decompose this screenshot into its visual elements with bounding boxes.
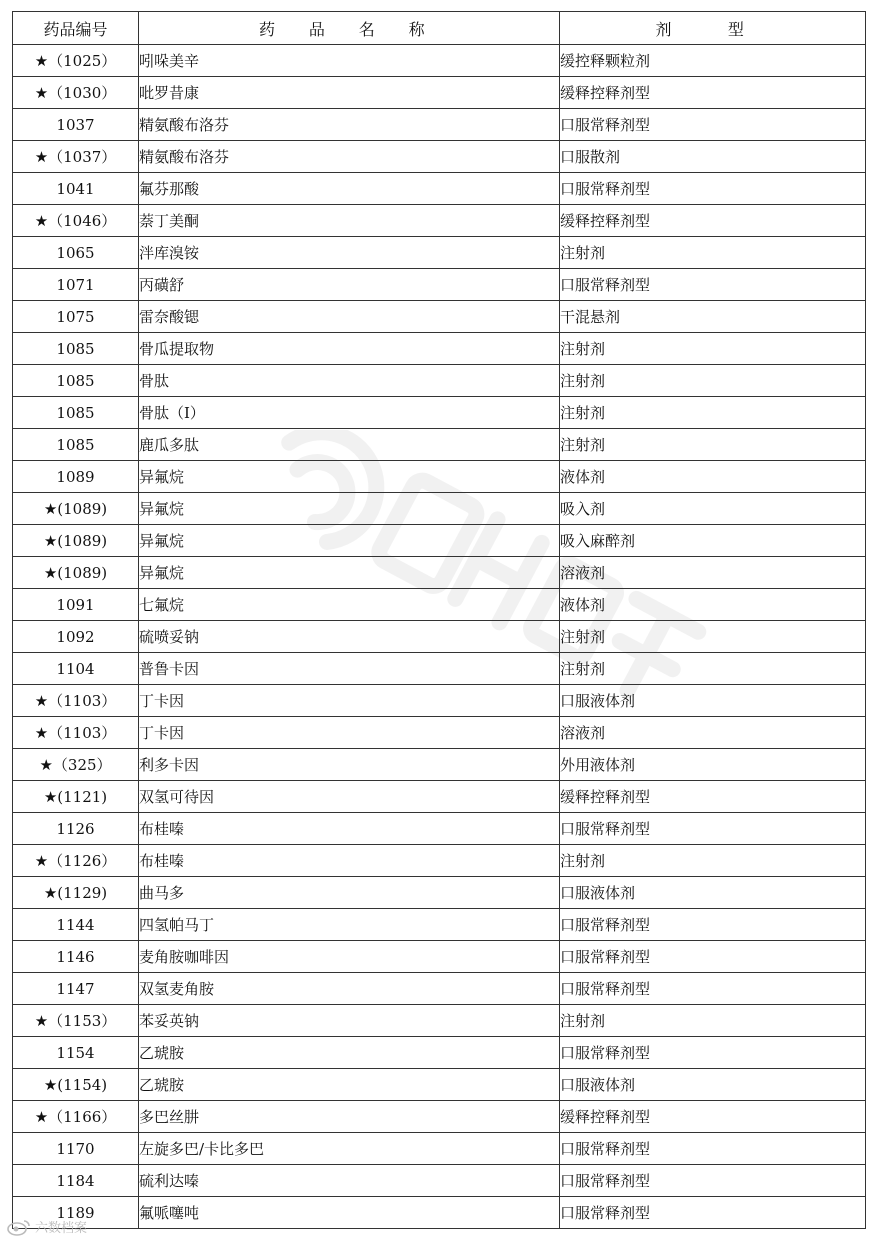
dosage-form-cell: 口服液体剂 <box>560 877 866 909</box>
table-row <box>13 525 866 557</box>
drug-name-cell: 异氟烷 <box>139 525 560 557</box>
table-row <box>13 845 866 877</box>
table-row <box>13 1165 866 1197</box>
drug-name-cell: 硫利达嗪 <box>139 1165 560 1197</box>
drug-code-cell: 1126 <box>13 813 139 845</box>
table-row <box>13 813 866 845</box>
drug-code-cell: 1170 <box>13 1133 139 1165</box>
dosage-form-cell: 口服常释剂型 <box>560 1037 866 1069</box>
table-row <box>13 429 866 461</box>
dosage-form-cell: 口服液体剂 <box>560 685 866 717</box>
dosage-form-cell: 口服常释剂型 <box>560 941 866 973</box>
dosage-form-cell: 注射剂 <box>560 845 866 877</box>
table-row <box>13 1037 866 1069</box>
drug-code-cell: ★（1103） <box>13 717 139 749</box>
header-drug-code: 药品编号 <box>13 12 139 45</box>
dosage-form-cell: 口服常释剂型 <box>560 1165 866 1197</box>
dosage-form-cell: 缓控释颗粒剂 <box>560 45 866 77</box>
table-row <box>13 45 866 77</box>
dosage-form-cell: 口服液体剂 <box>560 1069 866 1101</box>
drug-code-cell: 1085 <box>13 429 139 461</box>
dosage-form-cell: 溶液剂 <box>560 717 866 749</box>
drug-code-cell: ★（325） <box>13 749 139 781</box>
drug-name-cell: 硫喷妥钠 <box>139 621 560 653</box>
drug-code-cell: 1146 <box>13 941 139 973</box>
dosage-form-cell: 缓释控释剂型 <box>560 1101 866 1133</box>
dosage-form-cell: 口服常释剂型 <box>560 1133 866 1165</box>
dosage-form-cell: 干混悬剂 <box>560 301 866 333</box>
drug-code-cell: ★(1089) <box>13 525 139 557</box>
drug-code-cell: ★（1030） <box>13 77 139 109</box>
drug-name-cell: 雷奈酸锶 <box>139 301 560 333</box>
drug-name-cell: 骨瓜提取物 <box>139 333 560 365</box>
drug-name-cell: 丁卡因 <box>139 685 560 717</box>
drug-name-cell: 氟芬那酸 <box>139 173 560 205</box>
weibo-icon <box>6 1218 32 1236</box>
drug-name-cell: 左旋多巴/卡比多巴 <box>139 1133 560 1165</box>
table-row <box>13 1101 866 1133</box>
table-row <box>13 461 866 493</box>
drug-name-cell: 鹿瓜多肽 <box>139 429 560 461</box>
dosage-form-cell: 口服散剂 <box>560 141 866 173</box>
dosage-form-cell: 口服常释剂型 <box>560 269 866 301</box>
drug-name-cell: 异氟烷 <box>139 461 560 493</box>
drug-code-cell: ★（1153） <box>13 1005 139 1037</box>
dosage-form-cell: 注射剂 <box>560 621 866 653</box>
table-row <box>13 557 866 589</box>
table-row <box>13 909 866 941</box>
drug-code-cell: 1071 <box>13 269 139 301</box>
dosage-form-cell: 缓释控释剂型 <box>560 781 866 813</box>
table-row <box>13 237 866 269</box>
dosage-form-cell: 注射剂 <box>560 237 866 269</box>
drug-name-cell: 曲马多 <box>139 877 560 909</box>
drug-code-cell: 1189 <box>13 1197 139 1229</box>
drug-name-cell: 七氟烷 <box>139 589 560 621</box>
drug-name-cell: 四氢帕马丁 <box>139 909 560 941</box>
drug-code-cell: ★（1046） <box>13 205 139 237</box>
table-row <box>13 493 866 525</box>
table-row <box>13 333 866 365</box>
table-row <box>13 1069 866 1101</box>
dosage-form-cell: 注射剂 <box>560 365 866 397</box>
drug-code-cell: 1037 <box>13 109 139 141</box>
drug-name-cell: 氟哌噻吨 <box>139 1197 560 1229</box>
drug-code-cell: 1144 <box>13 909 139 941</box>
drug-table <box>12 11 866 1229</box>
dosage-form-cell: 外用液体剂 <box>560 749 866 781</box>
drug-code-cell: 1075 <box>13 301 139 333</box>
drug-name-cell: 乙琥胺 <box>139 1037 560 1069</box>
drug-name-cell: 异氟烷 <box>139 493 560 525</box>
dosage-form-cell: 注射剂 <box>560 333 866 365</box>
dosage-form-cell: 口服常释剂型 <box>560 109 866 141</box>
table-row <box>13 1197 866 1229</box>
dosage-form-cell: 缓释控释剂型 <box>560 205 866 237</box>
drug-name-cell: 双氢麦角胺 <box>139 973 560 1005</box>
dosage-form-cell: 口服常释剂型 <box>560 813 866 845</box>
drug-name-cell: 骨肽 <box>139 365 560 397</box>
drug-code-cell: ★(1121) <box>13 781 139 813</box>
drug-code-cell: ★（1103） <box>13 685 139 717</box>
drug-code-cell: ★(1089) <box>13 557 139 589</box>
dosage-form-cell: 注射剂 <box>560 1005 866 1037</box>
drug-code-cell: ★（1126） <box>13 845 139 877</box>
table-row <box>13 685 866 717</box>
dosage-form-cell: 注射剂 <box>560 429 866 461</box>
drug-code-cell: 1104 <box>13 653 139 685</box>
header-dosage-form: 剂 型 <box>560 12 866 45</box>
table-row <box>13 301 866 333</box>
table-row <box>13 717 866 749</box>
table-row <box>13 749 866 781</box>
table-row <box>13 205 866 237</box>
drug-name-cell: 精氨酸布洛芬 <box>139 109 560 141</box>
dosage-form-cell: 注射剂 <box>560 653 866 685</box>
table-row <box>13 653 866 685</box>
dosage-form-cell: 吸入剂 <box>560 493 866 525</box>
drug-code-cell: ★（1025） <box>13 45 139 77</box>
drug-code-cell: 1085 <box>13 397 139 429</box>
drug-name-cell: 泮库溴铵 <box>139 237 560 269</box>
drug-name-cell: 苯妥英钠 <box>139 1005 560 1037</box>
dosage-form-cell: 口服常释剂型 <box>560 1197 866 1229</box>
drug-code-cell: ★(1129) <box>13 877 139 909</box>
drug-name-cell: 布桂嗪 <box>139 813 560 845</box>
drug-name-cell: 精氨酸布洛芬 <box>139 141 560 173</box>
table-row <box>13 141 866 173</box>
drug-code-cell: ★(1089) <box>13 493 139 525</box>
drug-code-cell: 1092 <box>13 621 139 653</box>
dosage-form-cell: 口服常释剂型 <box>560 173 866 205</box>
dosage-form-cell: 液体剂 <box>560 589 866 621</box>
drug-name-cell: 乙琥胺 <box>139 1069 560 1101</box>
table-row <box>13 1005 866 1037</box>
dosage-form-cell: 吸入麻醉剂 <box>560 525 866 557</box>
table-row <box>13 781 866 813</box>
drug-code-cell: 1147 <box>13 973 139 1005</box>
dosage-form-cell: 口服常释剂型 <box>560 909 866 941</box>
drug-name-cell: 利多卡因 <box>139 749 560 781</box>
table-row <box>13 173 866 205</box>
footer-watermark <box>6 1217 87 1236</box>
dosage-form-cell: 液体剂 <box>560 461 866 493</box>
table-row <box>13 621 866 653</box>
dosage-form-cell: 溶液剂 <box>560 557 866 589</box>
table-row <box>13 589 866 621</box>
drug-name-cell: 萘丁美酮 <box>139 205 560 237</box>
table-row <box>13 109 866 141</box>
drug-name-cell: 双氢可待因 <box>139 781 560 813</box>
table-header-row <box>13 12 866 45</box>
dosage-form-cell: 口服常释剂型 <box>560 973 866 1005</box>
drug-name-cell: 丙磺舒 <box>139 269 560 301</box>
dosage-form-cell: 缓释控释剂型 <box>560 77 866 109</box>
table-row <box>13 877 866 909</box>
drug-name-cell: 普鲁卡因 <box>139 653 560 685</box>
table-row <box>13 365 866 397</box>
drug-code-cell: 1085 <box>13 333 139 365</box>
drug-code-cell: 1184 <box>13 1165 139 1197</box>
drug-name-cell: 异氟烷 <box>139 557 560 589</box>
drug-code-cell: 1041 <box>13 173 139 205</box>
drug-code-cell: ★(1154) <box>13 1069 139 1101</box>
drug-code-cell: 1091 <box>13 589 139 621</box>
drug-name-cell: 吡罗昔康 <box>139 77 560 109</box>
table-row <box>13 973 866 1005</box>
footer-watermark-text: 六数档案 <box>35 1221 88 1236</box>
table-row <box>13 1133 866 1165</box>
header-drug-name: 药 品 名 称 <box>139 12 560 45</box>
drug-name-cell: 布桂嗪 <box>139 845 560 877</box>
drug-code-cell: 1085 <box>13 365 139 397</box>
drug-name-cell: 多巴丝肼 <box>139 1101 560 1133</box>
drug-code-cell: 1154 <box>13 1037 139 1069</box>
drug-code-cell: 1089 <box>13 461 139 493</box>
drug-code-cell: ★（1166） <box>13 1101 139 1133</box>
table-row <box>13 269 866 301</box>
drug-name-cell: 麦角胺咖啡因 <box>139 941 560 973</box>
table-row <box>13 397 866 429</box>
table-row <box>13 77 866 109</box>
drug-code-cell: 1065 <box>13 237 139 269</box>
drug-code-cell: ★（1037） <box>13 141 139 173</box>
table-row <box>13 941 866 973</box>
dosage-form-cell: 注射剂 <box>560 397 866 429</box>
drug-name-cell: 吲哚美辛 <box>139 45 560 77</box>
table-body <box>13 45 866 1229</box>
drug-name-cell: 骨肽（Ⅰ） <box>139 397 560 429</box>
drug-name-cell: 丁卡因 <box>139 717 560 749</box>
